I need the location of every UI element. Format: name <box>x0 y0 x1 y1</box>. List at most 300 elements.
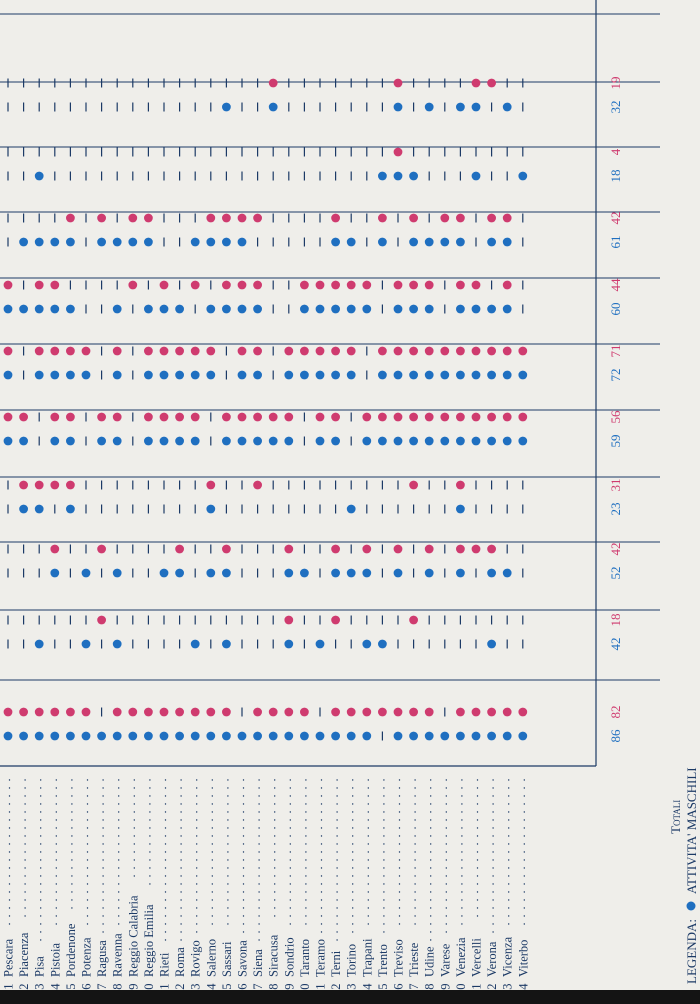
leader-dot <box>102 923 103 924</box>
female-activity-dot <box>409 214 418 223</box>
leader-dot <box>461 915 462 916</box>
leader-dot <box>40 931 41 932</box>
leader-dot <box>243 811 244 812</box>
total-male: 86 <box>608 729 623 743</box>
leader-dot <box>336 843 337 844</box>
leader-dot <box>71 875 72 876</box>
male-activity-dot <box>238 238 247 247</box>
leader-dot <box>414 819 415 820</box>
leader-dot <box>134 827 135 828</box>
leader-dot <box>9 859 10 860</box>
leader-dot <box>212 923 213 924</box>
leader-dot <box>212 803 213 804</box>
totals-label: Totali <box>668 799 683 834</box>
male-activity-dot <box>253 305 262 314</box>
leader-dot <box>40 779 41 780</box>
city-name: Rovigo <box>188 940 203 977</box>
leader-dot <box>87 875 88 876</box>
leader-dot <box>227 915 228 916</box>
male-activity-dot <box>97 437 106 446</box>
male-activity-dot <box>440 371 449 380</box>
leader-dot <box>430 811 431 812</box>
leader-dot <box>461 787 462 788</box>
male-activity-dot <box>409 732 418 741</box>
male-activity-dot <box>175 305 184 314</box>
leader-dot <box>71 883 72 884</box>
male-activity-dot <box>222 437 231 446</box>
leader-dot <box>461 827 462 828</box>
male-activity-dot <box>82 569 91 578</box>
leader-dot <box>149 787 150 788</box>
leader-dot <box>524 795 525 796</box>
leader-dot <box>274 891 275 892</box>
leader-dot <box>212 835 213 836</box>
leader-dot <box>290 827 291 828</box>
leader-dot <box>492 883 493 884</box>
city-name: Terni <box>329 950 344 977</box>
leader-dot <box>305 803 306 804</box>
female-activity-dot <box>50 545 59 554</box>
male-activity-dot <box>394 732 403 741</box>
male-activity-dot <box>425 732 434 741</box>
leader-dot <box>368 819 369 820</box>
leader-dot <box>71 859 72 860</box>
leader-dot <box>227 859 228 860</box>
leader-dot <box>492 907 493 908</box>
leader-dot <box>149 859 150 860</box>
leader-dot <box>524 803 525 804</box>
leader-dot <box>336 803 337 804</box>
male-activity-dot <box>269 103 278 112</box>
leader-dot <box>524 859 525 860</box>
female-activity-dot <box>472 545 481 554</box>
leader-dot <box>87 843 88 844</box>
leader-dot <box>430 835 431 836</box>
female-activity-dot <box>487 347 496 356</box>
leader-dot <box>383 931 384 932</box>
total-female: 18 <box>608 613 623 627</box>
male-activity-dot <box>487 371 496 380</box>
leader-dot <box>492 875 493 876</box>
leader-dot <box>243 795 244 796</box>
leader-dot <box>524 891 525 892</box>
leader-dot <box>165 867 166 868</box>
female-activity-dot <box>97 616 106 625</box>
male-activity-dot <box>191 238 200 247</box>
female-activity-dot <box>50 281 59 290</box>
leader-dot <box>149 795 150 796</box>
leader-dot <box>461 891 462 892</box>
female-activity-dot <box>82 347 91 356</box>
leader-dot <box>87 835 88 836</box>
city-name: Taranto <box>297 939 312 977</box>
leader-dot <box>165 779 166 780</box>
female-activity-dot <box>253 708 262 717</box>
female-activity-dot <box>175 413 184 422</box>
city-name: Reggio Emilia <box>141 904 156 977</box>
female-activity-dot <box>128 214 137 223</box>
leader-dot <box>118 867 119 868</box>
female-activity-dot <box>284 708 293 717</box>
male-activity-dot <box>472 732 481 741</box>
leader-dot <box>118 891 119 892</box>
male-activity-dot <box>456 569 465 578</box>
city-name: Savona <box>235 940 250 977</box>
leader-dot <box>321 851 322 852</box>
female-activity-dot <box>238 281 247 290</box>
leader-dot <box>71 779 72 780</box>
male-activity-dot <box>378 371 387 380</box>
female-activity-dot <box>222 214 231 223</box>
leader-dot <box>24 827 25 828</box>
leader-dot <box>134 867 135 868</box>
leader-dot <box>196 819 197 820</box>
male-activity-dot <box>113 437 122 446</box>
leader-dot <box>102 843 103 844</box>
leader-dot <box>227 891 228 892</box>
legend-label: LEGENDA: <box>684 919 699 984</box>
leader-dot <box>508 859 509 860</box>
leader-dot <box>414 835 415 836</box>
leader-dot <box>414 867 415 868</box>
female-activity-dot <box>160 281 169 290</box>
female-activity-dot <box>238 214 247 223</box>
female-activity-dot <box>409 616 418 625</box>
leader-dot <box>305 843 306 844</box>
female-activity-dot <box>97 413 106 422</box>
leader-dot <box>508 811 509 812</box>
leader-dot <box>243 779 244 780</box>
leader-dot <box>56 827 57 828</box>
male-activity-dot <box>19 305 28 314</box>
leader-dot <box>243 891 244 892</box>
leader-dot <box>336 851 337 852</box>
leader-dot <box>399 859 400 860</box>
male-activity-dot <box>300 732 309 741</box>
male-activity-dot <box>284 569 293 578</box>
leader-dot <box>258 931 259 932</box>
male-activity-dot <box>378 172 387 181</box>
male-activity-dot <box>394 305 403 314</box>
female-activity-dot <box>503 214 512 223</box>
leader-dot <box>290 843 291 844</box>
female-activity-dot <box>66 214 75 223</box>
total-male: 23 <box>608 502 623 516</box>
leader-dot <box>180 891 181 892</box>
city-name: Sondrio <box>282 937 297 977</box>
total-female: 19 <box>608 76 623 90</box>
leader-dot <box>9 803 10 804</box>
leader-dot <box>196 795 197 796</box>
male-activity-dot <box>113 305 122 314</box>
leader-dot <box>102 787 103 788</box>
leader-dot <box>24 851 25 852</box>
female-activity-dot <box>394 79 403 88</box>
leader-dot <box>446 843 447 844</box>
leader-dot <box>492 851 493 852</box>
male-activity-dot <box>456 371 465 380</box>
male-activity-dot <box>238 437 247 446</box>
male-activity-dot <box>487 569 496 578</box>
leader-dot <box>24 819 25 820</box>
leader-dot <box>430 803 431 804</box>
female-activity-dot <box>128 281 137 290</box>
male-activity-dot <box>409 371 418 380</box>
leader-dot <box>383 915 384 916</box>
female-activity-dot <box>19 708 28 717</box>
leader-dot <box>40 811 41 812</box>
leader-dot <box>321 859 322 860</box>
male-activity-dot <box>425 569 434 578</box>
leader-dot <box>461 851 462 852</box>
leader-dot <box>9 875 10 876</box>
female-activity-dot <box>409 481 418 490</box>
leader-dot <box>212 915 213 916</box>
city-name: Treviso <box>391 939 406 977</box>
female-activity-dot <box>456 347 465 356</box>
leader-dot <box>399 915 400 916</box>
male-activity-dot <box>66 238 75 247</box>
leader-dot <box>9 827 10 828</box>
male-activity-dot <box>175 732 184 741</box>
leader-dot <box>430 851 431 852</box>
male-activity-dot <box>472 437 481 446</box>
male-activity-dot <box>518 732 527 741</box>
leader-dot <box>196 827 197 828</box>
leader-dot <box>305 795 306 796</box>
leader-dot <box>87 923 88 924</box>
leader-dot <box>321 899 322 900</box>
leader-dot <box>352 851 353 852</box>
leader-dot <box>508 907 509 908</box>
leader-dot <box>243 787 244 788</box>
male-activity-dot <box>472 371 481 380</box>
male-activity-dot <box>456 505 465 514</box>
male-activity-dot <box>347 238 356 247</box>
male-activity-dot <box>503 437 512 446</box>
leader-dot <box>446 827 447 828</box>
leader-dot <box>118 795 119 796</box>
male-activity-dot <box>409 172 418 181</box>
female-activity-dot <box>128 708 137 717</box>
leader-dot <box>258 859 259 860</box>
leader-dot <box>243 819 244 820</box>
leader-dot <box>336 899 337 900</box>
leader-dot <box>352 867 353 868</box>
leader-dot <box>383 907 384 908</box>
leader-dot <box>24 907 25 908</box>
female-activity-dot <box>222 281 231 290</box>
female-activity-dot <box>50 481 59 490</box>
male-activity-dot <box>378 238 387 247</box>
leader-dot <box>368 891 369 892</box>
leader-dot <box>87 819 88 820</box>
male-activity-dot <box>300 569 309 578</box>
leader-dot <box>40 939 41 940</box>
male-activity-dot <box>35 238 44 247</box>
leader-dot <box>305 867 306 868</box>
leader-dot <box>71 819 72 820</box>
male-activity-dot <box>503 103 512 112</box>
leader-dot <box>243 931 244 932</box>
female-activity-dot <box>316 413 325 422</box>
leader-dot <box>71 827 72 828</box>
total-female: 44 <box>608 278 623 292</box>
leader-dot <box>461 819 462 820</box>
leader-dot <box>368 803 369 804</box>
male-activity-dot <box>503 305 512 314</box>
leader-dot <box>258 867 259 868</box>
male-activity-dot <box>378 640 387 649</box>
city-name: Teramo <box>313 939 328 977</box>
leader-dot <box>508 843 509 844</box>
leader-dot <box>9 787 10 788</box>
leader-dot <box>24 883 25 884</box>
female-activity-dot <box>206 708 215 717</box>
leader-dot <box>180 827 181 828</box>
city-name: Pescara <box>1 938 16 977</box>
total-female: 71 <box>608 344 623 358</box>
leader-dot <box>368 859 369 860</box>
male-activity-dot <box>518 371 527 380</box>
leader-dot <box>196 867 197 868</box>
male-activity-dot <box>35 371 44 380</box>
leader-dot <box>180 843 181 844</box>
leader-dot <box>118 907 119 908</box>
leader-dot <box>102 859 103 860</box>
female-activity-dot <box>378 708 387 717</box>
leader-dot <box>134 835 135 836</box>
leader-dot <box>492 859 493 860</box>
leader-dot <box>508 899 509 900</box>
male-activity-dot <box>66 505 75 514</box>
leader-dot <box>196 787 197 788</box>
leader-dot <box>446 891 447 892</box>
leader-dot <box>352 795 353 796</box>
leader-dot <box>149 843 150 844</box>
leader-dot <box>446 779 447 780</box>
leader-dot <box>492 915 493 916</box>
leader-dot <box>321 779 322 780</box>
leader-dot <box>274 915 275 916</box>
male-activity-dot <box>4 371 13 380</box>
female-activity-dot <box>378 214 387 223</box>
leader-dot <box>352 827 353 828</box>
male-activity-dot <box>222 103 231 112</box>
female-activity-dot <box>331 413 340 422</box>
leader-dot <box>383 803 384 804</box>
leader-dot <box>383 827 384 828</box>
leader-dot <box>399 875 400 876</box>
leader-dot <box>243 867 244 868</box>
leader-dot <box>165 915 166 916</box>
leader-dot <box>477 795 478 796</box>
leader-dot <box>212 875 213 876</box>
leader-dot <box>414 923 415 924</box>
leader-dot <box>477 827 478 828</box>
male-activity-dot <box>128 238 137 247</box>
leader-dot <box>149 867 150 868</box>
leader-dot <box>290 915 291 916</box>
male-activity-dot <box>19 437 28 446</box>
female-activity-dot <box>206 481 215 490</box>
female-activity-dot <box>160 413 169 422</box>
leader-dot <box>258 803 259 804</box>
leader-dot <box>71 867 72 868</box>
leader-dot <box>274 851 275 852</box>
leader-dot <box>165 859 166 860</box>
female-activity-dot <box>19 481 28 490</box>
leader-dot <box>227 923 228 924</box>
leader-dot <box>321 923 322 924</box>
leader-dot <box>149 819 150 820</box>
leader-dot <box>352 883 353 884</box>
male-activity-dot <box>503 569 512 578</box>
leader-dot <box>56 779 57 780</box>
leader-dot <box>40 915 41 916</box>
leader-dot <box>40 827 41 828</box>
leader-dot <box>212 859 213 860</box>
male-activity-dot <box>160 569 169 578</box>
leader-dot <box>227 835 228 836</box>
city-name: Rieti <box>157 952 172 977</box>
city-name: Varese <box>438 943 453 977</box>
leader-dot <box>180 867 181 868</box>
city-name: Trapani <box>360 938 375 977</box>
female-activity-dot <box>97 545 106 554</box>
leader-dot <box>492 867 493 868</box>
leader-dot <box>321 795 322 796</box>
leader-dot <box>118 843 119 844</box>
leader-dot <box>118 883 119 884</box>
city-name: Piacenza <box>17 932 32 977</box>
leader-dot <box>24 803 25 804</box>
leader-dot <box>274 819 275 820</box>
leader-dot <box>165 899 166 900</box>
female-activity-dot <box>347 281 356 290</box>
leader-dot <box>102 931 103 932</box>
leader-dot <box>118 875 119 876</box>
leader-dot <box>71 891 72 892</box>
female-activity-dot <box>518 413 527 422</box>
male-activity-dot <box>19 732 28 741</box>
leader-dot <box>430 827 431 828</box>
leader-dot <box>212 843 213 844</box>
leader-dot <box>399 867 400 868</box>
leader-dot <box>446 795 447 796</box>
leader-dot <box>102 827 103 828</box>
leader-dot <box>414 875 415 876</box>
leader-dot <box>258 939 259 940</box>
city-name: Salerno <box>204 938 219 977</box>
male-activity-dot <box>331 238 340 247</box>
leader-dot <box>258 891 259 892</box>
female-activity-dot <box>300 281 309 290</box>
leader-dot <box>414 779 415 780</box>
leader-dot <box>414 915 415 916</box>
city-name: Reggio Calabria <box>126 895 141 977</box>
female-activity-dot <box>347 347 356 356</box>
leader-dot <box>165 923 166 924</box>
leader-dot <box>305 891 306 892</box>
leader-dot <box>134 851 135 852</box>
leader-dot <box>477 851 478 852</box>
leader-dot <box>102 803 103 804</box>
male-activity-dot <box>238 371 247 380</box>
male-activity-dot <box>113 569 122 578</box>
leader-dot <box>305 923 306 924</box>
male-activity-dot <box>331 371 340 380</box>
